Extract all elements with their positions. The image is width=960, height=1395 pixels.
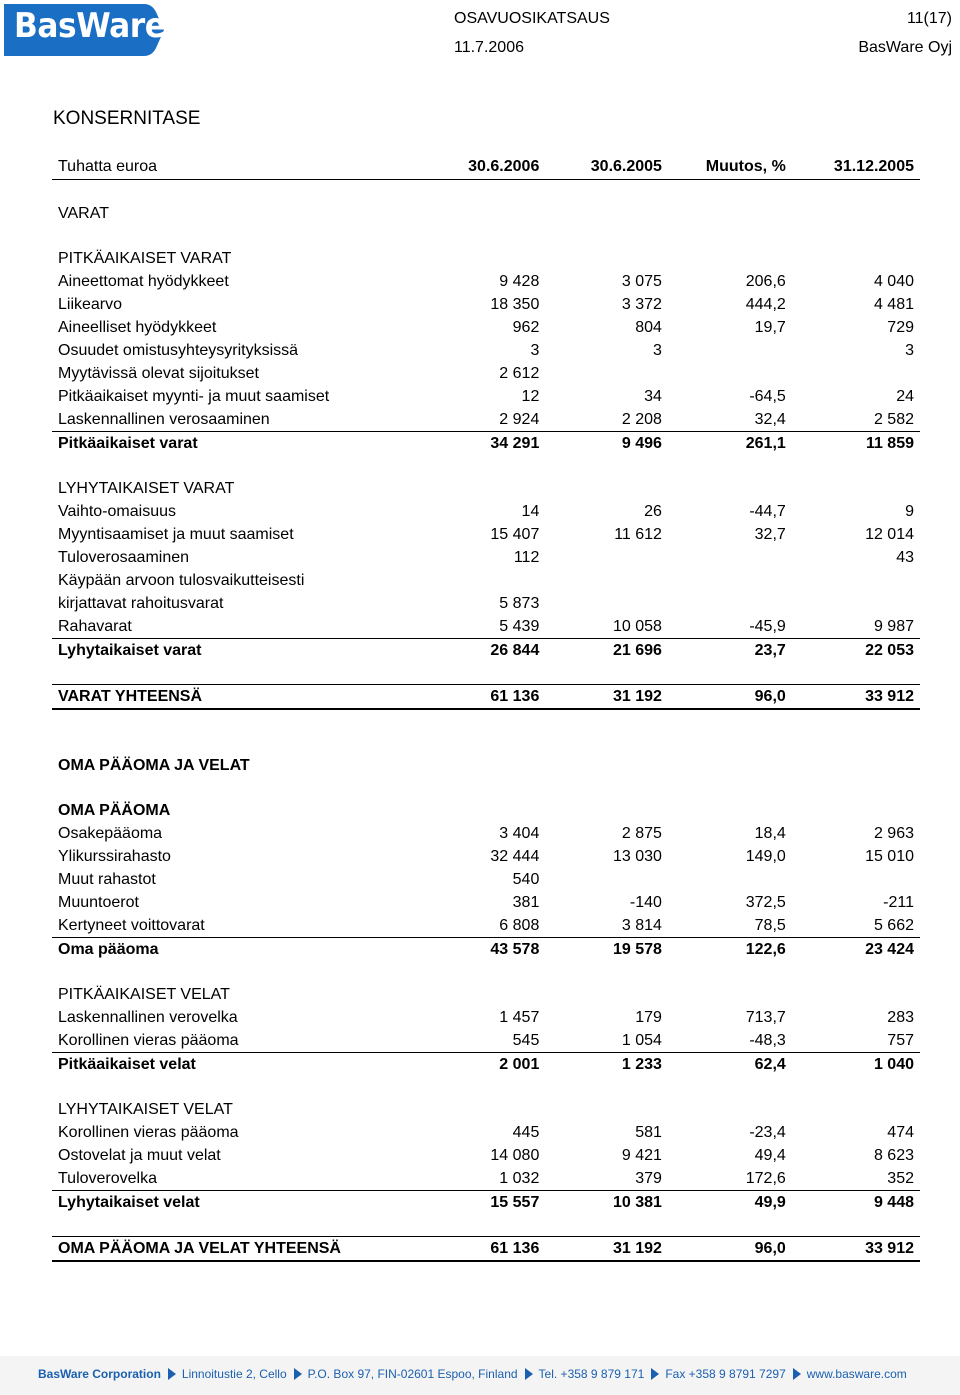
section-heading: VARAT: [58, 204, 109, 222]
cell: 33 912: [792, 685, 920, 710]
cell: -140: [629, 893, 662, 911]
cell: -45,9: [749, 617, 786, 635]
row-label: Osakepääoma: [58, 824, 163, 842]
cell: 372,5: [745, 893, 786, 911]
cell: 13 030: [613, 847, 662, 865]
cell: [792, 362, 920, 385]
cell: 9 496: [545, 432, 668, 456]
subtotal-row: [52, 938, 920, 962]
section-heading: LYHYTAIKAISET VARAT: [58, 479, 235, 497]
cell: 1 032: [499, 1169, 540, 1187]
cell: 757: [887, 1031, 914, 1049]
page-title: KONSERNITASE: [53, 108, 201, 129]
cell: [545, 592, 668, 615]
cell: 2 001: [423, 1053, 546, 1077]
cell: 15 557: [423, 1191, 546, 1215]
row-label: Laskennallinen verosaaminen: [58, 410, 270, 428]
cell: 61 136: [423, 685, 546, 710]
footer-postal: P.O. Box 97, FIN-02601 Espoo, Finland: [307, 1367, 518, 1381]
cell: 12: [521, 387, 540, 405]
cell: 31 192: [545, 1237, 668, 1262]
section-heading-row: [52, 983, 920, 1006]
table-row: [52, 270, 920, 293]
cell: 172,6: [745, 1169, 786, 1187]
cell: [545, 546, 668, 569]
cell: 5 439: [499, 617, 540, 635]
cell: 18,4: [754, 824, 786, 842]
cell: 11 612: [614, 525, 662, 543]
cell: 49,9: [668, 1191, 792, 1215]
grand-total-row: [52, 685, 920, 710]
row-label: Liikearvo: [58, 295, 123, 313]
section-heading-row: [52, 477, 920, 500]
cell: 15 407: [490, 525, 540, 543]
cell: 61 136: [423, 1237, 546, 1262]
cell: 1 040: [792, 1053, 920, 1077]
cell: 62,4: [668, 1053, 792, 1077]
company-name: BasWare Oyj: [858, 39, 952, 56]
cell: [668, 546, 792, 569]
cell: 3: [905, 341, 914, 359]
subtotal-row: [52, 1191, 920, 1215]
arrow-right-icon: [525, 1368, 533, 1380]
row-label: Vaihto-omaisuus: [58, 502, 176, 520]
section-heading: PITKÄAIKAISET VARAT: [58, 249, 232, 267]
subtotal-row: [52, 639, 920, 663]
cell: -44,7: [749, 502, 786, 520]
cell: 122,6: [668, 938, 792, 962]
cell: 96,0: [668, 685, 792, 710]
row-label: Muuntoerot: [58, 893, 139, 911]
column-header: Muutos, %: [668, 155, 792, 180]
cell: 22 053: [792, 639, 920, 663]
table-row: [52, 569, 920, 592]
cell: [545, 868, 668, 891]
arrow-right-icon: [294, 1368, 302, 1380]
cell: 9: [905, 502, 914, 520]
row-label: Rahavarat: [58, 617, 132, 635]
row-label: Tuloverosaaminen: [58, 548, 190, 566]
row-label: Kertyneet voittovarat: [58, 916, 205, 934]
table-row: [52, 339, 920, 362]
cell: 9 987: [873, 617, 914, 635]
cell: 3 372: [621, 295, 662, 313]
cell: [545, 362, 668, 385]
table-row: [52, 592, 920, 615]
page-footer: [0, 1356, 960, 1395]
row-label: kirjattavat rahoitusvarat: [58, 594, 224, 612]
cell: [792, 868, 920, 891]
cell: -48,3: [749, 1031, 786, 1049]
cell: 26: [644, 502, 662, 520]
table-row: [52, 1029, 920, 1053]
section-heading-row: [52, 1098, 920, 1121]
row-label: Pitkäaikaiset varat: [52, 432, 423, 456]
cell: 11 859: [792, 432, 920, 456]
cell: 3 404: [499, 824, 540, 842]
table-row: [52, 1121, 920, 1144]
row-label: Pitkäaikaiset velat: [52, 1053, 423, 1077]
footer-phone: Tel. +358 9 879 171: [538, 1367, 645, 1381]
cell: 2 924: [499, 410, 540, 428]
cell: 19,7: [754, 318, 786, 336]
row-label: VARAT YHTEENSÄ: [52, 685, 423, 710]
balance-sheet-table: [52, 155, 920, 1262]
cell: 444,2: [745, 295, 786, 313]
table-row: [52, 891, 920, 914]
cell: 4 040: [873, 272, 914, 290]
cell: 33 912: [792, 1237, 920, 1262]
row-label: Korollinen vieras pääoma: [58, 1123, 239, 1141]
section-heading-row: [52, 247, 920, 270]
arrow-right-icon: [168, 1368, 176, 1380]
row-label: Ostovelat ja muut velat: [58, 1146, 221, 1164]
table-row: [52, 822, 920, 845]
cell: 78,5: [754, 916, 786, 934]
table-row: [52, 1144, 920, 1167]
row-label: Aineettomat hyödykkeet: [58, 272, 229, 290]
cell: [668, 339, 792, 362]
cell: 34 291: [423, 432, 546, 456]
cell: 12 014: [865, 525, 914, 543]
cell: 4 481: [873, 295, 914, 313]
cell: 15 010: [865, 847, 914, 865]
cell: 31 192: [545, 685, 668, 710]
subtotal-row: [52, 1053, 920, 1077]
cell: [668, 592, 792, 615]
cell: 32 444: [490, 847, 540, 865]
cell: 14 080: [490, 1146, 540, 1164]
row-label: Pitkäaikaiset myynti- ja muut saamiset: [58, 387, 330, 405]
row-label: Myyntisaamiset ja muut saamiset: [58, 525, 294, 543]
cell: -211: [883, 893, 914, 911]
cell: 149,0: [745, 847, 786, 865]
document-type: OSAVUOSIKATSAUS: [454, 10, 610, 27]
row-label: Aineelliset hyödykkeet: [58, 318, 217, 336]
table-row: [52, 914, 920, 938]
table-row: [52, 523, 920, 546]
row-label: Muut rahastot: [58, 870, 156, 888]
footer-fax: Fax +358 9 8791 7297: [665, 1367, 786, 1381]
cell: 18 350: [490, 295, 540, 313]
row-label: Käypään arvoon tulosvaikutteisesti: [58, 571, 305, 589]
row-label: Lyhytaikaiset varat: [52, 639, 423, 663]
cell: 352: [887, 1169, 914, 1187]
label-header: Tuhatta euroa: [52, 155, 423, 180]
cell: 32,4: [754, 410, 786, 428]
cell: 9 448: [792, 1191, 920, 1215]
arrow-right-icon: [793, 1368, 801, 1380]
cell: 2 582: [873, 410, 914, 428]
grand-total-row: [52, 1237, 920, 1262]
cell: 10 058: [613, 617, 662, 635]
footer-company: BasWare Corporation: [38, 1367, 161, 1381]
section-heading: LYHYTAIKAISET VELAT: [58, 1100, 233, 1118]
cell: 179: [635, 1008, 662, 1026]
cell: 3: [653, 341, 662, 359]
cell: 261,1: [668, 432, 792, 456]
cell: 32,7: [754, 525, 786, 543]
table-row: [52, 845, 920, 868]
cell: 14: [521, 502, 540, 520]
table-row: [52, 1167, 920, 1191]
cell: 24: [896, 387, 914, 405]
section-heading: PITKÄAIKAISET VELAT: [58, 985, 230, 1003]
cell: 379: [635, 1169, 662, 1187]
cell: 3 075: [621, 272, 662, 290]
table-row: [52, 362, 920, 385]
cell: 3: [530, 341, 540, 359]
row-label: Laskennallinen verovelka: [58, 1008, 238, 1026]
cell: -64,5: [749, 387, 786, 405]
row-label: Lyhytaikaiset velat: [52, 1191, 423, 1215]
cell: 3 814: [621, 916, 662, 934]
row-label: Myytävissä olevat sijoitukset: [58, 364, 259, 382]
cell: 445: [512, 1123, 540, 1141]
cell: 8 623: [873, 1146, 914, 1164]
cell: 10 381: [545, 1191, 668, 1215]
cell: 713,7: [745, 1008, 786, 1026]
section-heading-row: [52, 202, 920, 225]
table-header-row: [52, 155, 920, 180]
cell: [668, 362, 792, 385]
footer-contact-line: [38, 1367, 907, 1381]
cell: 2 963: [873, 824, 914, 842]
cell: -23,4: [749, 1123, 786, 1141]
page-number: 11(17): [906, 10, 952, 27]
column-header: 31.12.2005: [792, 155, 920, 180]
cell: 5 873: [499, 594, 540, 612]
table-row: [52, 500, 920, 523]
cell: 1 233: [545, 1053, 668, 1077]
section-heading-row: [52, 799, 920, 822]
row-label: OMA PÄÄOMA JA VELAT YHTEENSÄ: [52, 1237, 423, 1262]
row-label: Osuudet omistusyhteysyrityksissä: [58, 341, 299, 359]
cell: 804: [635, 318, 662, 336]
cell: 49,4: [754, 1146, 786, 1164]
cell: 9 421: [621, 1146, 662, 1164]
row-label: Ylikurssirahasto: [58, 847, 171, 865]
cell: 43 578: [423, 938, 546, 962]
column-header: 30.6.2005: [545, 155, 668, 180]
row-label: Korollinen vieras pääoma: [58, 1031, 239, 1049]
cell: 2 208: [621, 410, 662, 428]
row-label: Tuloverovelka: [58, 1169, 158, 1187]
cell: 23 424: [792, 938, 920, 962]
cell: 283: [887, 1008, 914, 1026]
row-label: Oma pääoma: [52, 938, 423, 962]
arrow-right-icon: [651, 1368, 659, 1380]
document-date: 11.7.2006: [454, 39, 524, 56]
cell: 381: [512, 893, 540, 911]
table-row: [52, 293, 920, 316]
cell: 34: [644, 387, 662, 405]
section-heading: OMA PÄÄOMA JA VELAT: [58, 756, 250, 774]
section-heading-row: [52, 754, 920, 777]
cell: 474: [887, 1123, 914, 1141]
table-row: [52, 408, 920, 432]
cell: 2 612: [499, 364, 540, 382]
cell: 26 844: [423, 639, 546, 663]
table-row: [52, 546, 920, 569]
cell: 21 696: [545, 639, 668, 663]
table-row: [52, 868, 920, 891]
cell: 5 662: [873, 916, 914, 934]
cell: 540: [512, 870, 540, 888]
cell: 6 808: [499, 916, 540, 934]
cell: 545: [512, 1031, 540, 1049]
cell: 19 578: [545, 938, 668, 962]
cell: 729: [887, 318, 914, 336]
cell: 206,6: [745, 272, 786, 290]
cell: [792, 592, 920, 615]
cell: 112: [513, 548, 540, 566]
cell: 1 457: [499, 1008, 540, 1026]
cell: 1 054: [621, 1031, 662, 1049]
cell: 2 875: [621, 824, 662, 842]
cell: [668, 868, 792, 891]
footer-address: Linnoitustie 2, Cello: [181, 1367, 287, 1381]
cell: 43: [896, 548, 914, 566]
footer-website-link[interactable]: www.basware.com: [806, 1367, 907, 1381]
subtotal-row: [52, 432, 920, 456]
table-row: [52, 385, 920, 408]
table-row: [52, 316, 920, 339]
table-row: [52, 1006, 920, 1029]
cell: 962: [512, 318, 540, 336]
column-header: 30.6.2006: [423, 155, 546, 180]
table-row: [52, 615, 920, 639]
section-heading: OMA PÄÄOMA: [58, 801, 171, 819]
cell: 581: [635, 1123, 662, 1141]
cell: 96,0: [668, 1237, 792, 1262]
basware-logo: [4, 4, 164, 56]
cell: 9 428: [499, 272, 540, 290]
logo-text: BasWare: [14, 6, 166, 46]
cell: 23,7: [668, 639, 792, 663]
